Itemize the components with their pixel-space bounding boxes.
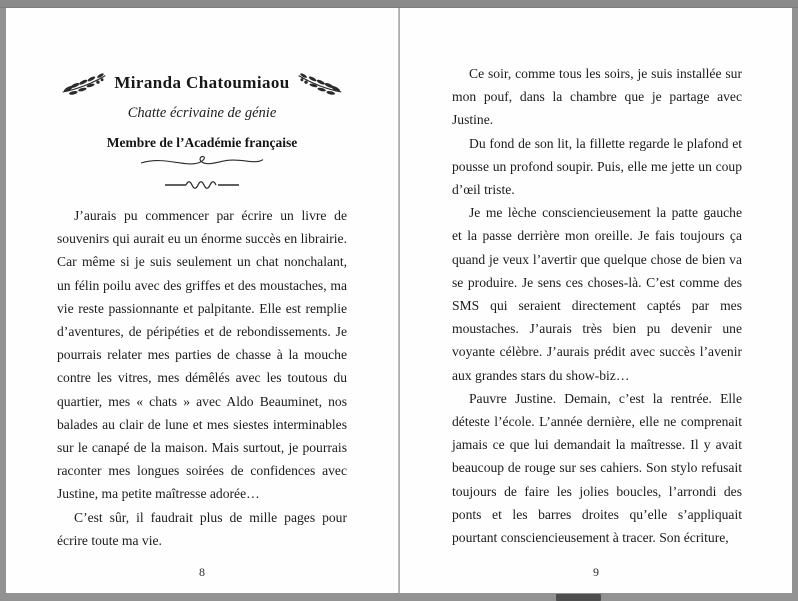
olive-branch-right-icon bbox=[297, 70, 343, 96]
chapter-title-row bbox=[57, 70, 347, 96]
chapter-membership: Membre de l’Académie française bbox=[106, 135, 298, 150]
page-number-left: 8 bbox=[199, 565, 205, 579]
paragraph: Ce soir, comme tous les soirs, je suis installée sur mon pouf, dans la chambre que je partage avec Justine. bbox=[452, 66, 742, 128]
paragraph: Pauvre Justine. Demain, c’est la rentrée. Elle déteste l’école. L’année dernière, elle ne comprenait jamais ce que lui demandait la maîtresse. Il y avait beaucoup de rouge sur ses cahiers. Son stylo refusait toujours de faire les jolies boucles, l’arrondi des ponts et les barres droites qu’elle s’appliquait pourtant consciencieusement à tracer. Son écriture, bbox=[452, 390, 742, 546]
scrollbar-thumb[interactable] bbox=[556, 594, 601, 601]
chapter-subtitle: Chatte écrivaine de génie bbox=[127, 105, 277, 121]
chapter-title: Miranda Chatoumiaou bbox=[114, 73, 290, 92]
right-page-text bbox=[452, 62, 742, 549]
right-page bbox=[400, 8, 792, 593]
reader-top-frame bbox=[0, 0, 798, 8]
paragraph: Du fond de son lit, la fillette regarde le plafond et pousse un profond soupir. Puis, elle me jette un coup d’œil triste. bbox=[452, 135, 742, 198]
left-page-text bbox=[57, 204, 347, 552]
page-number-right: 9 bbox=[593, 565, 599, 579]
paragraph: C’est sûr, il faudrait plus de mille pages pour écrire toute ma vie. bbox=[57, 509, 347, 548]
flourish-ornament-icon bbox=[57, 154, 347, 168]
paragraph: Je me lèche consciencieusement la patte gauche et la passe derrière mon oreille. Je fais toujours ça quand je veux l’avertir que quelque chose de bien va se produire. Je sens ces choses-là. C’est comme des SMS qui seraient directement captés par mes moustaches. J’aurais très bien pu devenir une voyante célèbre. J’aurais prédit avec succès l’avenir aux grandes stars du show-biz… bbox=[452, 205, 742, 383]
chapter-header bbox=[57, 8, 347, 168]
left-page bbox=[6, 8, 398, 593]
section-divider-icon bbox=[57, 178, 347, 192]
paragraph: J’aurais pu commencer par écrire un livre de souvenirs qui aurait eu un énorme succès en librairie. Car même si je suis seulement un chat nonchalant, un félin poilu avec des griffes et des moustaches, ma vie reste passionnante et palpitante. Elle est remplie d’aventures, de péripéties et de rebondissements. Je pourrais relater mes parties de chasse à la mouche contre les vitres, mes démêlés avec les toutous du quartier, mes « chats » avec Aldo Beauminet, nos balades au clair de lune et mes siestes interminables sur le canapé de la maison. Mais surtout, je pourrais raconter mes longues soirées de confidences avec Justine, ma petite maîtresse adorée… bbox=[57, 208, 347, 502]
olive-branch-left-icon bbox=[61, 70, 107, 96]
